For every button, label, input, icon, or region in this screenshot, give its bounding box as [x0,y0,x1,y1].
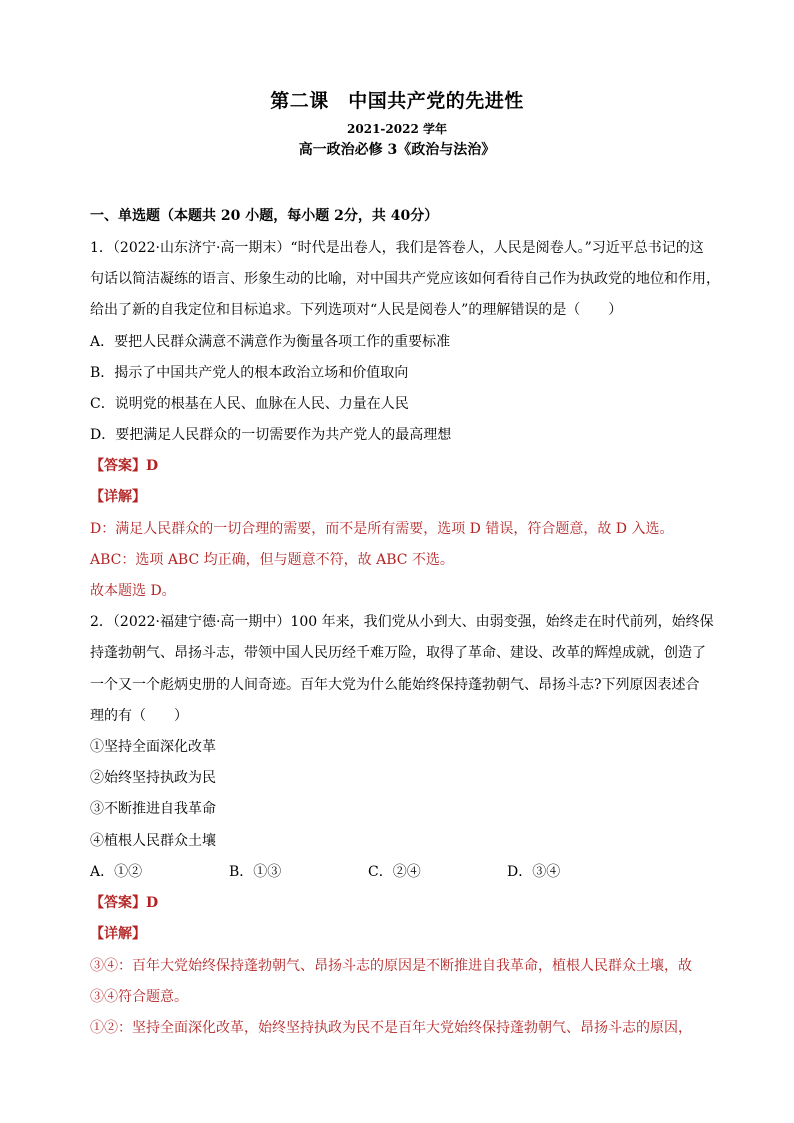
q1-conclusion: 故本题选 D。 [90,583,176,599]
q2-item-3: ③不断推进自我革命 [90,801,216,817]
q2-stem-line-3: 一个又一个彪炳史册的人间奇迹。百年大党为什么能始终保持蓬勃朝气、昂扬斗志?下列原因表述合 [90,677,700,693]
q1-option-b: B．揭示了中国共产党人的根本政治立场和价值取向 [90,365,409,381]
q2-option-d: D．③④ [507,864,561,880]
q1-stem-line-3: 给出了新的自我定位和目标追求。下列选项对“人民是阅卷人”的理解错误的是（ ） [90,302,623,318]
q1-detail-line-1: D：满足人民群众的一切合理的需要，而不是所有需要，选项 D 错误，符合题意，故 D 入选。 [90,521,674,537]
q2-option-c: C．②④ [368,864,421,880]
q2-detail-line-1: ③④：百年大党始终保持蓬勃朝气、昂扬斗志的原因是不断推进自我革命，植根人民群众土壤，故 [90,958,692,974]
q2-options-row [90,862,646,882]
q2-detail-label: 【详解】 [90,926,146,942]
q2-detail-line-2: ③④符合题意。 [90,989,188,1005]
q2-option-a: A．①② [90,864,143,880]
section-heading: 一、单选题（本题共 20 小题，每小题 2分，共 40分） [90,208,439,224]
q2-stem-line-4: 理的有（ ） [90,708,188,724]
course-name: 高一政治必修 3《政治与法治》 [298,142,496,158]
q2-option-b: B．①③ [229,864,282,880]
school-year: 2021-2022 学年 [347,122,447,136]
q1-stem-line-2: 句话以简洁凝练的语言、形象生动的比喻，对中国共产党应该如何看待自己作为执政党的地位和作用， [90,271,720,287]
q2-detail-line-3: ①②：坚持全面深化改革，始终坚持执政为民不是百年大党始终保持蓬勃朝气、昂扬斗志的原因， [90,1020,692,1036]
q1-answer: 【答案】D [90,458,159,474]
q2-stem-line-2: 持蓬勃朝气、昂扬斗志，带领中国人民历经千难万险，取得了革命、建设、改革的辉煌成就，创造了 [90,645,706,661]
q2-item-4: ④植根人民群众土壤 [90,833,216,849]
q1-stem-line-1: 1．（2022·山东济宁·高一期末）“时代是出卷人，我们是答卷人，人民是阅卷人。”习近平总书记的这 [90,240,704,256]
lesson-title: 第二课 中国共产党的先进性 [270,90,524,112]
q1-option-a: A．要把人民群众满意不满意作为衡量各项工作的重要标准 [90,334,451,350]
q1-detail-line-2: ABC：选项 ABC 均正确，但与题意不符，故 ABC 不选。 [90,552,454,568]
q1-option-c: C．说明党的根基在人民、血脉在人民、力量在人民 [90,396,409,412]
q2-item-2: ②始终坚持执政为民 [90,770,216,786]
q2-answer: 【答案】D [90,895,159,911]
q2-item-1: ①坚持全面深化改革 [90,739,216,755]
q1-detail-label: 【详解】 [90,489,146,505]
q1-option-d: D．要把满足人民群众的一切需要作为共产党人的最高理想 [90,427,452,443]
q2-stem-line-1: 2．（2022·福建宁德·高一期中）100 年来，我们党从小到大、由弱变强，始终走在时代前列，始终保 [90,614,714,630]
